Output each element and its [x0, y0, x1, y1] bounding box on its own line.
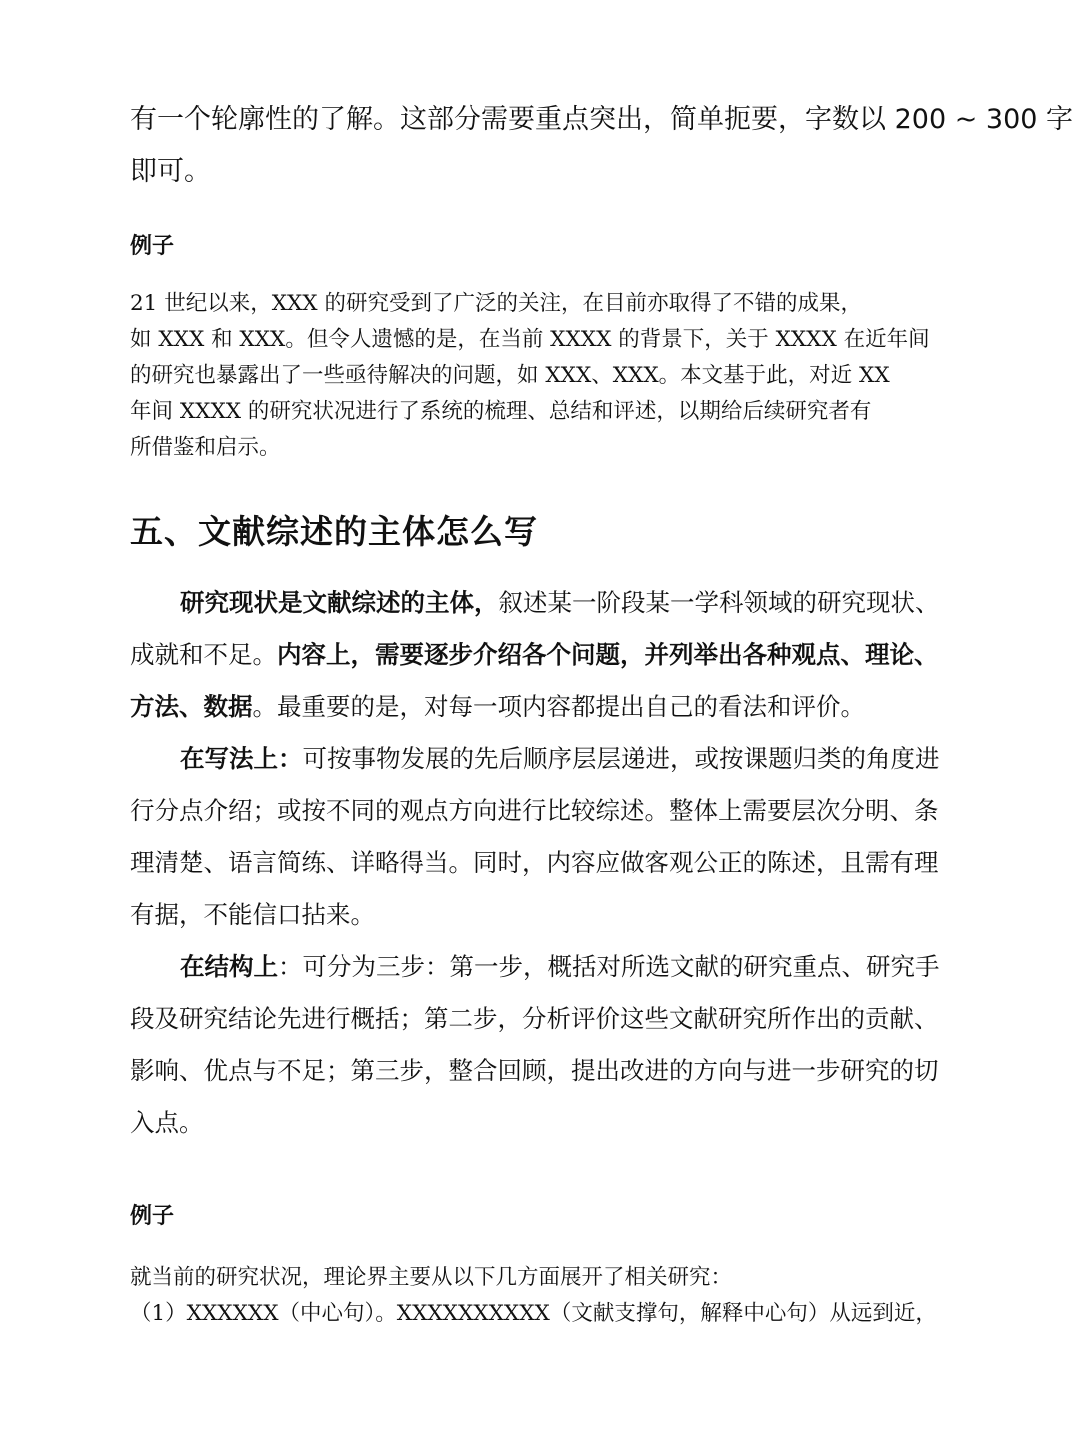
p3-line-1: [130, 941, 980, 993]
section-paragraph-2: [130, 733, 980, 941]
example2-line: 就当前的研究状况，理论界主要从以下几方面展开了相关研究：: [130, 1265, 733, 1290]
p1-text: 。最重要的是，对每一项内容都提出自己的看法和评价。: [252, 692, 865, 721]
example1-line: 21 世纪以来，XXX 的研究受到了广泛的关注，在目前亦取得了不错的成果，: [130, 291, 862, 316]
p2-line-3: 理清楚、语言简练、详略得当。同时，内容应做客观公正的陈述，且需有理: [130, 848, 939, 877]
p2-line-1: [130, 733, 980, 785]
p1-bold-emphasis: 内容上，需要逐步介绍各个问题，并列举出各种观点、理论、: [277, 640, 939, 669]
intro-line-1: 有一个轮廓性的了解。这部分需要重点突出，简单扼要，字数以 200 ~ 300 字: [130, 104, 1074, 135]
section-paragraph-1: [130, 577, 980, 733]
intro-line-2: 即可。: [130, 156, 211, 187]
example1-line: 年间 XXXX 的研究状况进行了系统的梳理、总结和评述，以期给后续研究者有: [130, 399, 872, 424]
example1-line: 的研究也暴露出了一些亟待解决的问题，如 XXX、XXX。本文基于此，对近 XX: [130, 363, 890, 388]
section-paragraph-3: [130, 941, 980, 1149]
p1-line-2: [130, 629, 980, 681]
p1-line-1: [130, 577, 980, 629]
p2-text: 可按事物发展的先后顺序层层递进，或按课题归类的角度进: [302, 744, 940, 773]
p1-text: 叙述某一阶段某一学科领域的研究现状、: [498, 588, 940, 617]
section-heading: 五、文献综述的主体怎么写: [130, 512, 538, 551]
p2-bold-lead: 在写法上：: [180, 744, 303, 773]
intro-paragraph: [130, 94, 1074, 198]
p1-bold-emphasis: 方法、数据: [130, 692, 253, 721]
p3-line-2: 段及研究结论先进行概括；第二步，分析评价这些文献研究所作出的贡献、: [130, 1004, 939, 1033]
p3-line-3: 影响、优点与不足；第三步，整合回顾，提出改进的方向与进一步研究的切: [130, 1056, 939, 1085]
p1-line-3: [130, 681, 980, 733]
p1-bold-lead: 研究现状是文献综述的主体，: [180, 588, 499, 617]
example2-line: （1）XXXXXX（中心句）。XXXXXXXXXX（文献支撑句，解释中心句）从远到近，: [130, 1301, 937, 1326]
example1-line: 如 XXX 和 XXX。但令人遗憾的是，在当前 XXXX 的背景下，关于 XXXX 在近年间: [130, 327, 930, 352]
p3-text: ：可分为三步：第一步，概括对所选文献的研究重点、研究手: [278, 952, 940, 981]
example-label-1: 例子: [130, 234, 175, 259]
example-paragraph-1: [130, 286, 980, 466]
p2-line-2: 行分点介绍；或按不同的观点方向进行比较综述。整体上需要层次分明、条: [130, 796, 939, 825]
p3-line-4: 入点。: [130, 1108, 204, 1137]
example-paragraph-2: [130, 1260, 980, 1332]
p2-line-4: 有据，不能信口拈来。: [130, 900, 375, 929]
p1-text: 成就和不足。: [130, 640, 277, 669]
example1-line: 所借鉴和启示。: [130, 435, 281, 460]
example-label-2: 例子: [130, 1204, 175, 1229]
p3-bold-lead: 在结构上: [180, 952, 278, 981]
